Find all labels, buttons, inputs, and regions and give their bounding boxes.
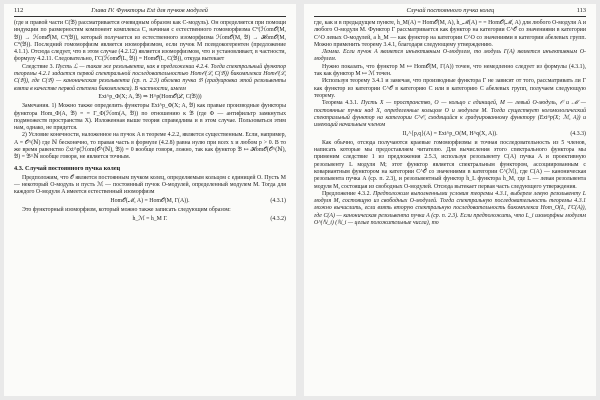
left-corollary-3	[14, 64, 286, 93]
left-running-header	[14, 7, 286, 17]
left-page	[4, 4, 296, 396]
left-equation-4-3-2	[14, 216, 286, 223]
right-equation-4-3-3-body: II₂^{p,q}(A) = Ext^p_O(M, H^q(X, A)).	[402, 130, 498, 137]
left-paragraph-5: Предположим, что 𝒪 является постоянным пучком колец, определяемым кольцом с единицей O. Пусть M — некоторый O-модуль и пусть ℳ — постоянный пучок O-модулей, определенный модулем M. Тогда для каждого O-модуля A имеется естественный изоморфизм	[14, 174, 286, 196]
right-running-header	[314, 7, 586, 17]
right-equation-4-3-3	[314, 131, 586, 138]
right-page-number: 113	[576, 7, 586, 14]
left-equation-4-3-1	[14, 198, 286, 205]
right-paragraph-4: Используя теорему 3.4.1 и замечая, что производные функтора Γ не зависят от того, рассматривать ли Γ как функтор из категории C^𝒪 в категорию C или в категорию C абелевых групп, получаем следующую теорему.	[314, 78, 586, 99]
proposition-4-3-2-lead: Предложение 4.3.2.	[322, 190, 371, 197]
left-paragraph-1: (где и правой части C(𝔅) рассматривается очевидным образом как C-модуль). Он определяется при помощи индукции по размерностям компонент комплекса C, начиная с естественного гомоморфизма C⁰(ℋom𝒪(M, 𝔅)) → ℋom𝒪(M, C⁰(𝔅)), который получается из естественного изоморфизма ℋom𝒪(M, 𝔅) → ℋom𝒪(M, C⁰(𝔅)). Последний гомоморфизм является изоморфизмом, если пучок M псевдокогерентен (предложение 4.1.1). Отсюда следует, что в этом случае (4.2.12) является изоморфизмом, что и установливает, в частности, формулу 4.2.11. Следовательно, ΓC(ℋom𝒪(L, 𝔅)) = Hom𝒪(L, C(𝔅)), откуда вытекает	[14, 20, 286, 63]
right-proposition-4-3-2	[314, 191, 586, 227]
right-paragraph-1: где, как и в предыдущем пункте, h_M(A) = Hom𝒪(M, A), h_ℳ(A) = = Hom𝒪(ℳ, A) для любого O-модуля A и любого O-модуля M. Функтор Γ рассматривается как функтор на категории C^𝒪 со значениями в категории C^O левых O-модулей, а h_M — как функтор на категории C^O со значениями в категории абелевых групп. Можно применить теорему 3.4.1, благодаря следующему утверждению.	[314, 20, 586, 48]
left-equation-1-body: Ext^p_Φ(X; A, 𝔅) ⇒ H^p(Hom𝒪(ℒ, C(𝔅)))	[98, 94, 202, 101]
left-paragraph-6: Это функторный изоморфизм, который можно также записать следующим образом:	[22, 206, 231, 213]
left-running-head: Глава IV. Функторы Ext для пучков модулей	[91, 7, 208, 14]
right-paragraph-6: Как обычно, отсюда получаются краевые гомоморфизмы и точная последовательность из 5 членов, написать которые мы предоставляем читателю. Для вычисления этого спектрального функтора мы применим следствие 1 из предложения 2.5.3, используя резольвенту C(A) пучка A и проективную резольвенту L модуля M; этот функтор является спектральным функтором, ассоциированным с ковариантным функтором на категории C^𝒪 со значениями в категории C^(ℳ), где C(A) — каноническая резольвента пучка A (ср. п. 2.3), и резольвентный функтор h_L функтора h_M, где L — левая резольвента модуля M, состоящая из свободных O-модулей. Отсюда вытекает первая часть следующего утверждения.	[314, 139, 586, 190]
left-equation-4-3-1-number: (4.3.1)	[270, 198, 286, 205]
right-lemma: Лемма. Если пучок A является инъективным O-модулем, то модуль Γ(A) является инъективным O-модулем.	[314, 49, 586, 63]
left-equation-1	[14, 94, 286, 101]
left-remarks-1: Замечания. 1) Можно также определить функторы Ext^p_Φ(X; A, 𝔅) как правые производные функторы функтора Hom_Φ(A, 𝔅) = = Γ_Φ(ℋom(A, 𝔅)) по отношению к 𝔅 (где Φ — антифильтр замкнутых подмножеств пространства X). Изложенная выше теория справедлива и в этом случае. Пользоваться этим нам, однако, не придется.	[14, 103, 286, 132]
right-equation-4-3-3-number: (4.3.3)	[570, 130, 586, 137]
left-equation-4-3-2-body: h_ℳ = h_M Γ.	[132, 215, 168, 222]
left-page-number: 112	[14, 7, 24, 14]
corollary-3-lead: Следствие 3.	[22, 63, 54, 70]
right-theorem-4-3-1	[314, 100, 586, 129]
right-page	[304, 4, 596, 396]
theorem-4-3-1-text: Пусть X — пространство, O — кольцо с единицей, M — левый O-модуль, 𝒪 и ℳ — постоянные пучки над X, определенные кольцом O и модулем M. Тогда существует когомологический спектральный функтор на категории C^𝒪, сходящийся к градуированному функтору (Ext^p(X; ℳ, A)) и имеющий начальным членом	[314, 100, 586, 129]
proposition-4-3-2-text: Предположим выполненными условия теоремы 4.3.1, выберем левую резольвенту L модуля M, состоящую из свободных O-модулей. Тогда спектральную последовательность теоремы 4.3.1 можно вычислить, если взять вторую спектральную последовательность бикомплекса Hom_O(L, ΓC(A)), где C(A) — каноническая резольвента пучка A (ср. п. 2.3). Если предположить, что L_i изоморфны модулям O^(ℕ_i) (ℕ_i — целые положительные числа), то	[314, 190, 586, 227]
corollary-3-text: Пусть ℒ — такая же резольвента, как в предложении 4.2.4. Тогда спектральный функтор теоремы 4.2.1 задается первой спектральной последовательностью Hom𝒪(ℒ, C(𝔅)) бикомплекса Hom𝒪(ℒ, C(𝔅)), где C(𝔅) — каноническая резольвента (ср. п. 2.3) абелева пучка 𝔅 (градуировка этой резольвенты взята в качестве первой степени бикомплекса). В частности, имеем	[14, 63, 286, 92]
left-equation-4-3-1-body: Hom𝒪(ℳ, A) = Hom𝒪(M, Γ(A)).	[110, 198, 190, 205]
theorem-4-3-1-lead: Теорема 4.3.1.	[322, 100, 359, 107]
left-equation-4-3-2-number: (4.3.2)	[270, 215, 286, 222]
right-running-head: Случай постоянного пучка колец	[406, 7, 495, 14]
right-paragraph-3: Нужно показать, что функтор M ↦ Hom𝒪(M, Γ(A)) точен, что немедленно следует из формулы (4.3.1), так как функтор M ↦ ℳ точен.	[314, 63, 586, 78]
section-heading-4-3: 4.3. Случай постоянного пучка колец	[14, 164, 121, 172]
left-remarks-2: 2) Условие конечности, наложенное на пучок A в теореме 4.2.2, является существенным. Если, например, A = 𝒪^(ℕ) где ℕ бесконечно, то правая часть в формуле (4.2.8) равна нулю при всех x и любом p > 0. В то же время равенство ℰxt^p(ℋom(𝒪^(ℕ), 𝔅)) = 0 вообще говоря, ложно, так как функтор 𝔅 ↦ ℋom𝒪(𝒪^(ℕ), 𝔅) = 𝔅^ℕ вообще говоря, не является точным.	[14, 132, 286, 161]
